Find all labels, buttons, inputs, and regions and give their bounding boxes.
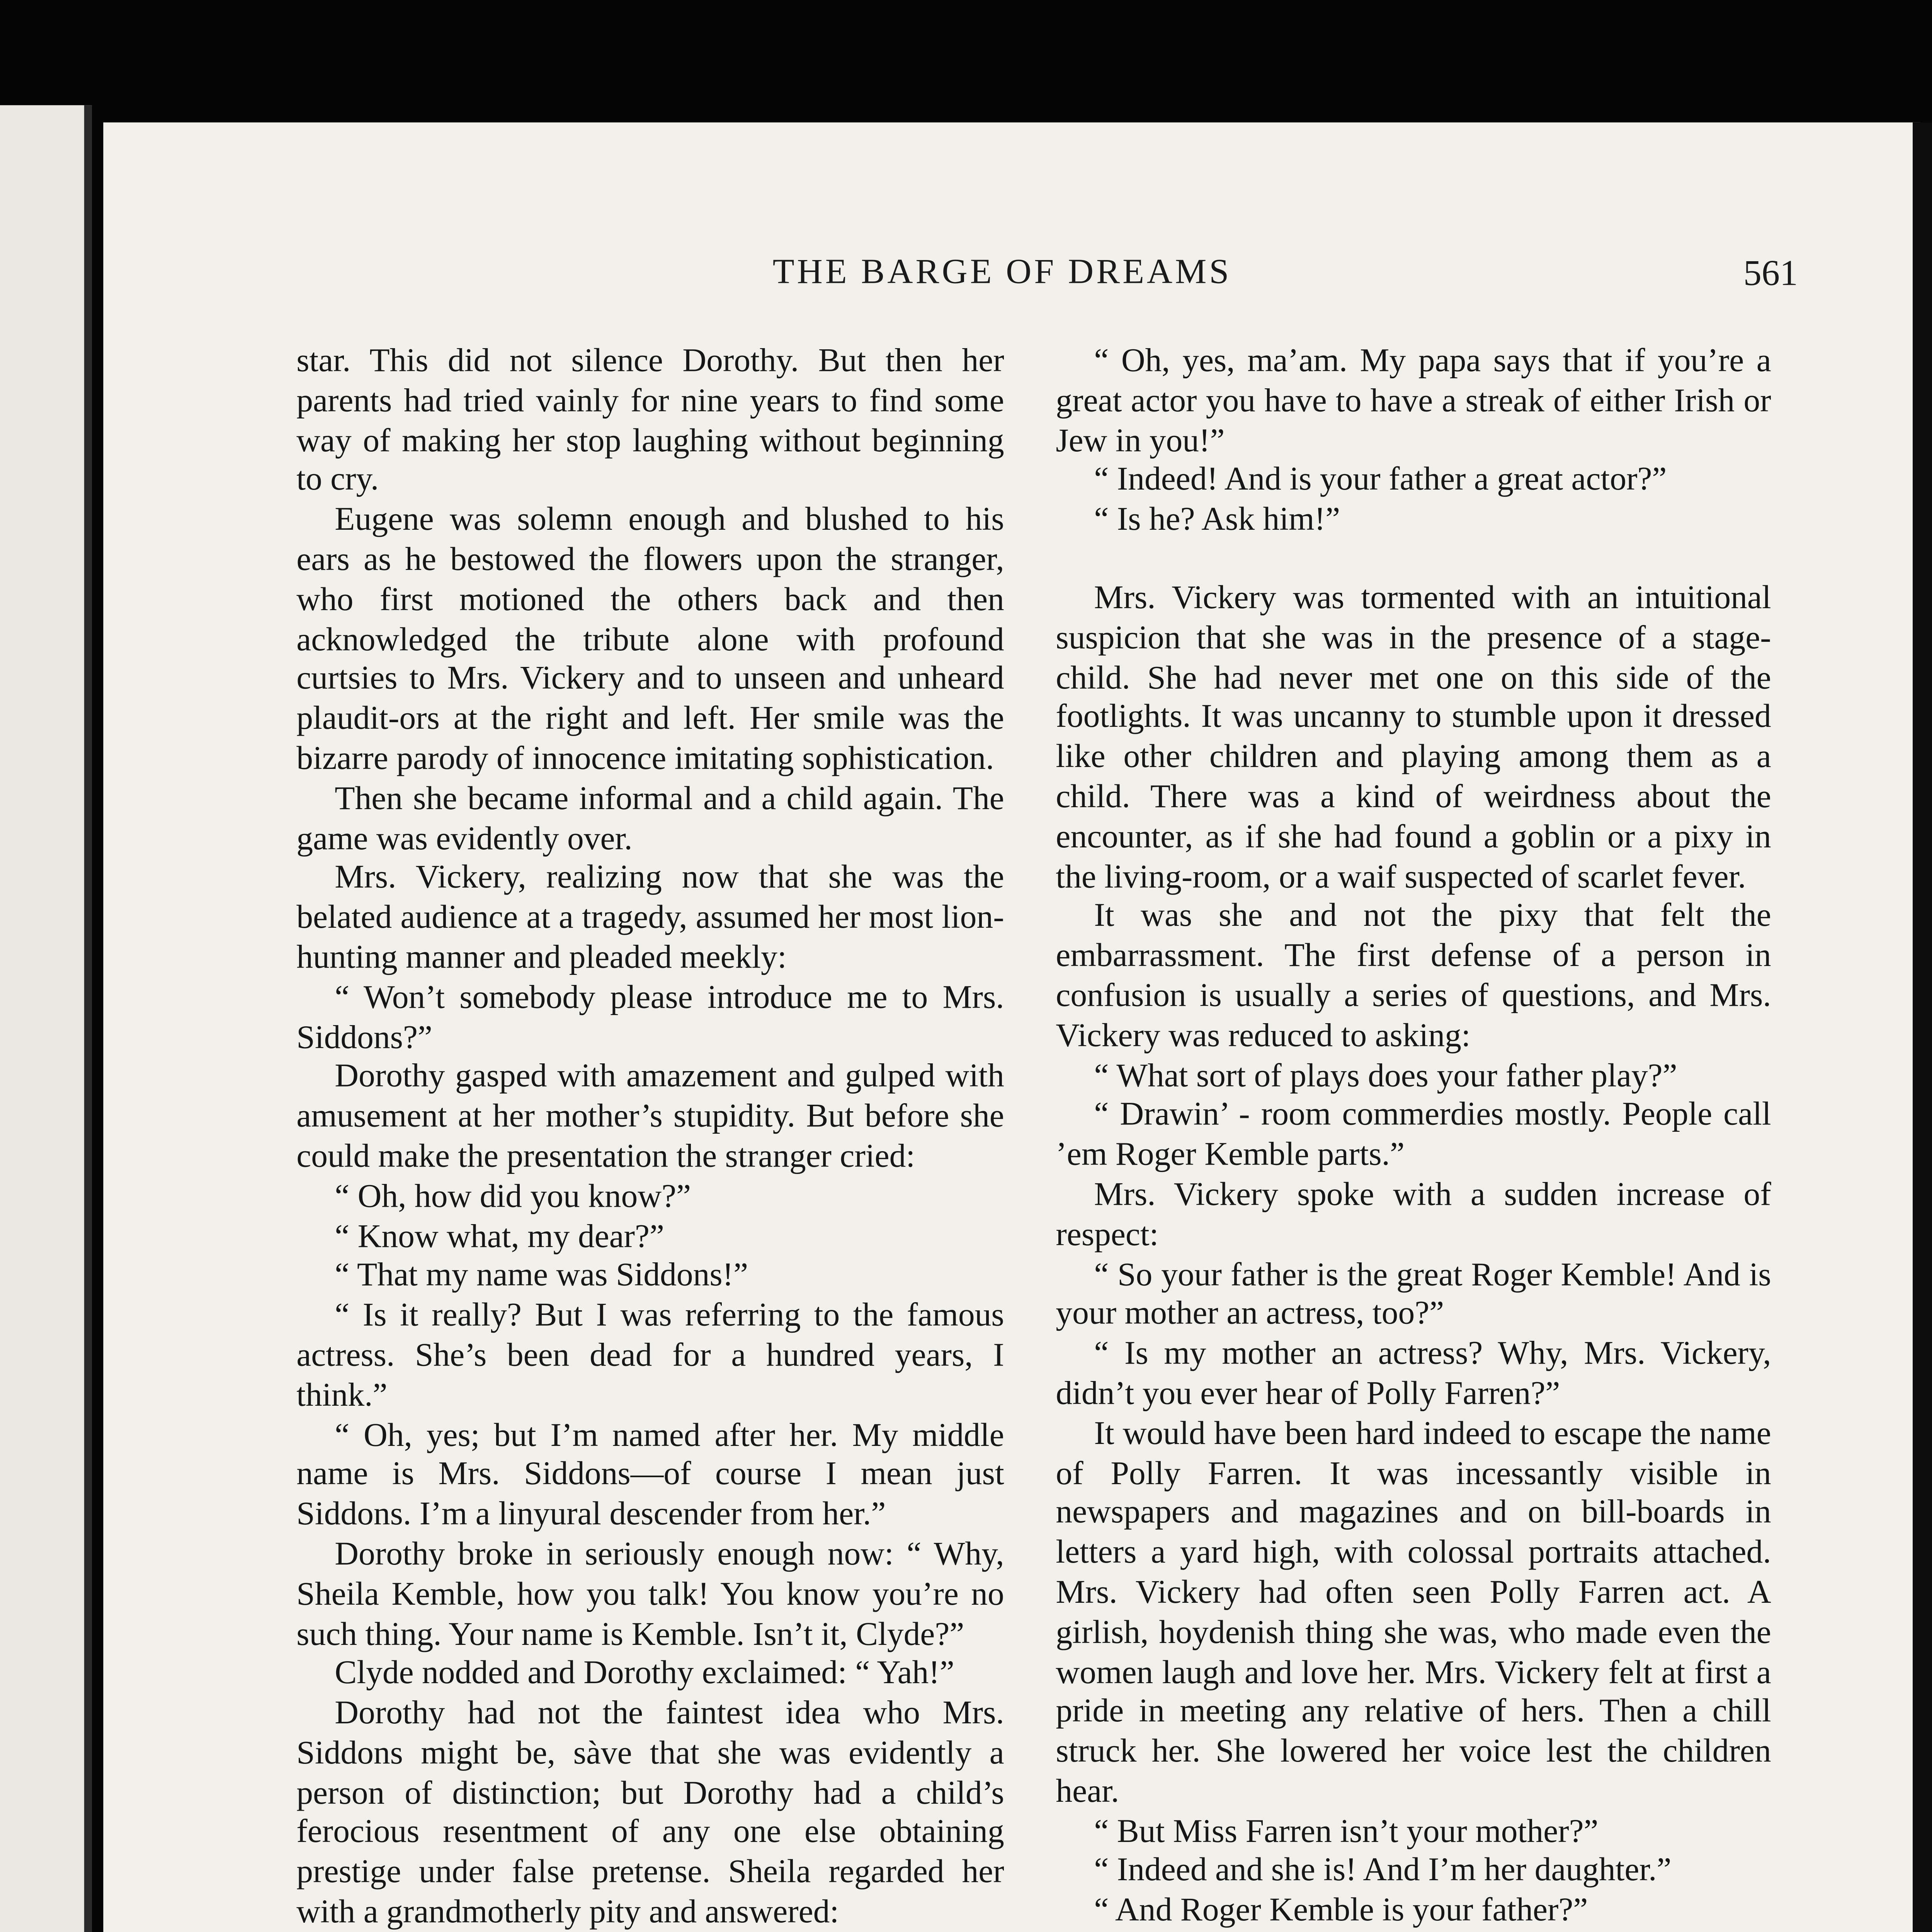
paragraph: “ And Roger Kemble is your father?” xyxy=(1094,1892,1588,1929)
left-text-column xyxy=(296,342,1004,1932)
paragraph: star. This did not silence Dorothy. But then her parents had tried vainly for nine years to find some way of making her stop laughing without beginning to cry. xyxy=(296,342,1004,498)
paragraph: Mrs. Vickery was tormented with an intuitional suspicion that she was in the presence of a stage-child. She had never met one on this side of the footlights. It was uncanny to stumble upon it dressed like other children and playing among them as a child. There was a kind of weirdness about the encounter, as if she had found a goblin or a pixy in the living-room, or a waif suspected of scarlet fever. xyxy=(1056,579,1771,895)
paragraph: “ But Miss Farren isn’t your mother?” xyxy=(1094,1813,1599,1849)
previous-page-edge xyxy=(0,105,92,1932)
paragraph: Mrs. Vickery spoke with a sudden increase of respect: xyxy=(1056,1176,1771,1252)
paragraph: “ Indeed and she is! And I’m her daughter.” xyxy=(1094,1852,1672,1889)
paragraph: “ Oh, yes; but I’m named after her. My middle name is Mrs. Siddons—of course I mean just Siddons. I’m a linyural descender from her.” xyxy=(296,1416,1004,1532)
paragraph: “ Oh, yes, ma’am. My papa says that if you’re a great actor you have to have a streak of either Irish or Jew in you!” xyxy=(1056,342,1771,458)
paragraph: “ Is he? Ask him!” xyxy=(1094,501,1340,538)
paragraph: Dorothy gasped with amazement and gulped with amusement at her mother’s stupidity. But before she could make the presentation the stranger cried: xyxy=(296,1058,1004,1174)
paragraph: Eugene was solemn enough and blushed to his ears as he bestowed the flowers upon the stranger, who first motioned the others back and then acknowledged the tribute alone with profound curtsies to Mrs. Vickery and to unseen and unheard plaudit-ors at the right and left. Her smile was the bizarre parody of innocence imitating sophistication. xyxy=(296,501,1004,777)
paragraph: “ Won’t somebody please introduce me to Mrs. Siddons?” xyxy=(296,979,1004,1055)
paragraph: “ Know what, my dear?” xyxy=(335,1217,664,1254)
paragraph: Then she became informal and a child again. The game was evidently over. xyxy=(296,780,1004,856)
paragraph: “ Is my mother an actress? Why, Mrs. Vickery, didn’t you ever hear of Polly Farren?” xyxy=(1056,1335,1771,1412)
paragraph: “ Is it really? But I was referring to the famous actress. She’s been dead for a hundred years, I think.” xyxy=(296,1297,1004,1413)
paragraph: “ That my name was Siddons!” xyxy=(335,1257,748,1294)
paragraph: “ What sort of plays does your father play?” xyxy=(1094,1057,1677,1094)
page-gutter xyxy=(84,105,92,1932)
page-shadow xyxy=(1913,122,1932,1932)
running-header-title: THE BARGE OF DREAMS xyxy=(772,254,1232,293)
page-number: 561 xyxy=(1743,254,1798,295)
paragraph: It was she and not the pixy that felt the embarrassment. The first defense of a person in confusion is usually a series of questions, and Mrs. Vickery was reduced to asking: xyxy=(1056,898,1771,1054)
paragraph: Clyde nodded and Dorothy exclaimed: “ Yah!” xyxy=(335,1655,954,1692)
paragraph: It would have been hard indeed to escape the name of Polly Farren. It was incessantly visible in newspapers and magazines and on bill-boards in letters a yard high, with colossal portraits attached. Mrs. Vickery had often seen Polly Farren act. A girlish, hoydenish thing she was, who made even the women laugh and love her. Mrs. Vickery felt at first a pride in meeting any relative of hers. Then a chill struck her. She lowered her voice lest the children hear. xyxy=(1056,1415,1771,1810)
paragraph: “ Indeed! And is your father a great actor?” xyxy=(1094,461,1667,498)
paragraph: Mrs. Vickery, realizing now that she was the belated audience at a tragedy, assumed her most lion-hunting manner and pleaded meekly: xyxy=(296,859,1004,976)
right-text-column xyxy=(1056,342,1771,1932)
paragraph: “ So your father is the great Roger Kemble! And is your mother an actress, too?” xyxy=(1056,1255,1771,1332)
paragraph: Dorothy had not the faintest idea who Mrs. Siddons might be, sàve that she was evidently a person of distinction; but Dorothy had a child’s ferocious resentment of any one else obtaining prestige under false pretense. Sheila regarded her with a grandmotherly pity and answered: xyxy=(296,1695,1004,1930)
paragraph: “ Drawin’ - room commerdies mostly. People call ’em Roger Kemble parts.” xyxy=(1056,1097,1771,1173)
paragraph: Dorothy broke in seriously enough now: “ Why, Sheila Kemble, how you talk! You know you’re no such thing. Your name is Kemble. Isn’t it, Clyde?” xyxy=(296,1536,1004,1652)
paragraph: “ Oh, how did you know?” xyxy=(335,1177,691,1214)
